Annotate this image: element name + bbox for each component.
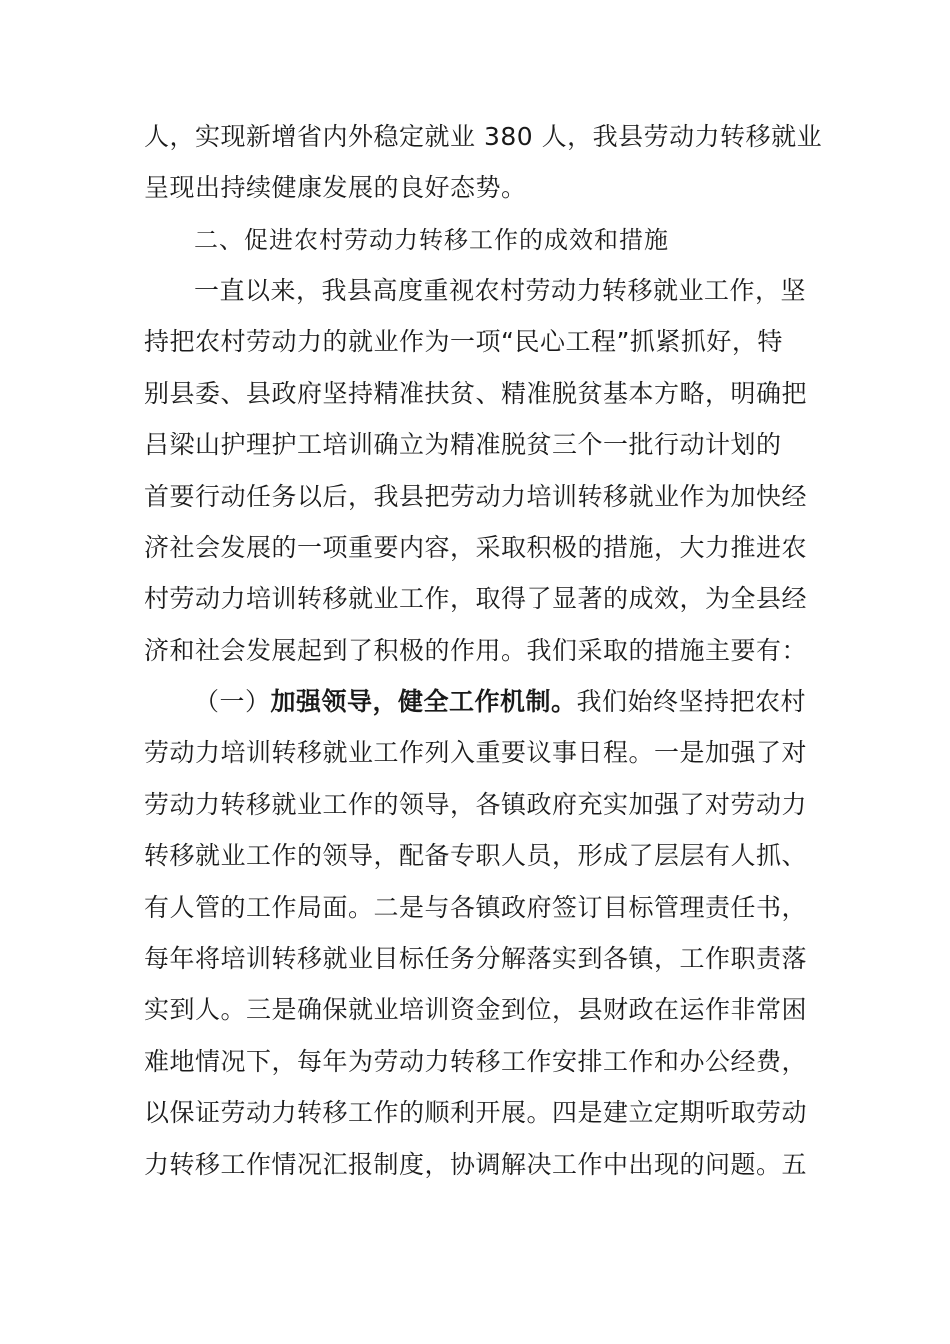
paragraph-intro: [144, 265, 816, 676]
text-line: 村劳动力培训转移就业工作，取得了显著的成效，为全县经: [144, 584, 808, 614]
text-line: 一直以来，我县高度重视农村劳动力转移就业工作，坚: [194, 276, 807, 305]
paragraph-measure-one: [144, 676, 816, 1190]
text-line: 转移就业工作的领导，配备专职人员，形成了层层有人抓、: [144, 841, 808, 871]
measure-text: 我们始终坚持把农村: [576, 687, 807, 716]
text-line: 每年将培训转移就业目标任务分解落实到各镇，工作职责落: [144, 943, 808, 973]
section-heading: 二、促进农村劳动力转移工作的成效和措施: [194, 226, 669, 254]
measure-number: （一）: [194, 687, 271, 716]
text-line: 实到人。三是确保就业培训资金到位，县财政在运作非常困: [144, 995, 808, 1025]
text-line: 人，实现新增省内外稳定就业 380 人，我县劳动力转移就业: [144, 122, 823, 151]
text-line: 力转移工作情况汇报制度，协调解决工作中出现的问题。五: [144, 1149, 808, 1179]
text-line: 济和社会发展起到了积极的作用。我们采取的措施主要有：: [144, 635, 808, 665]
text-line: 首要行动任务以后，我县把劳动力培训转移就业作为加快经: [144, 481, 808, 511]
measure-title: 加强领导，健全工作机制。: [270, 687, 577, 716]
text-line: 以保证劳动力转移工作的顺利开展。四是建立定期听取劳动: [144, 1098, 808, 1128]
text-line: 吕梁山护理护工培训确立为精准脱贫三个一批行动计划的: [144, 430, 782, 460]
text-line: 劳动力转移就业工作的领导，各镇政府充实加强了对劳动力: [144, 789, 808, 819]
paragraph-continuation: [144, 111, 823, 214]
section-heading-block: [144, 215, 816, 266]
text-line: 呈现出持续健康发展的良好态势。: [144, 173, 527, 203]
text-line: 劳动力培训转移就业工作列入重要议事日程。一是加强了对: [144, 738, 808, 768]
text-line: 别县委、县政府坚持精准扶贫、精准脱贫基本方略，明确把: [144, 378, 808, 408]
text-line: 济社会发展的一项重要内容，采取积极的措施，大力推进农: [144, 532, 808, 562]
text-line: 持把农村劳动力的就业作为一项“民心工程”抓紧抓好，特: [144, 327, 783, 357]
text-line: 有人管的工作局面。二是与各镇政府签订目标管理责任书，: [144, 892, 808, 922]
measure-one-first-line: [144, 676, 816, 727]
text-line: 难地情况下，每年为劳动力转移工作安排工作和办公经费，: [144, 1046, 808, 1076]
